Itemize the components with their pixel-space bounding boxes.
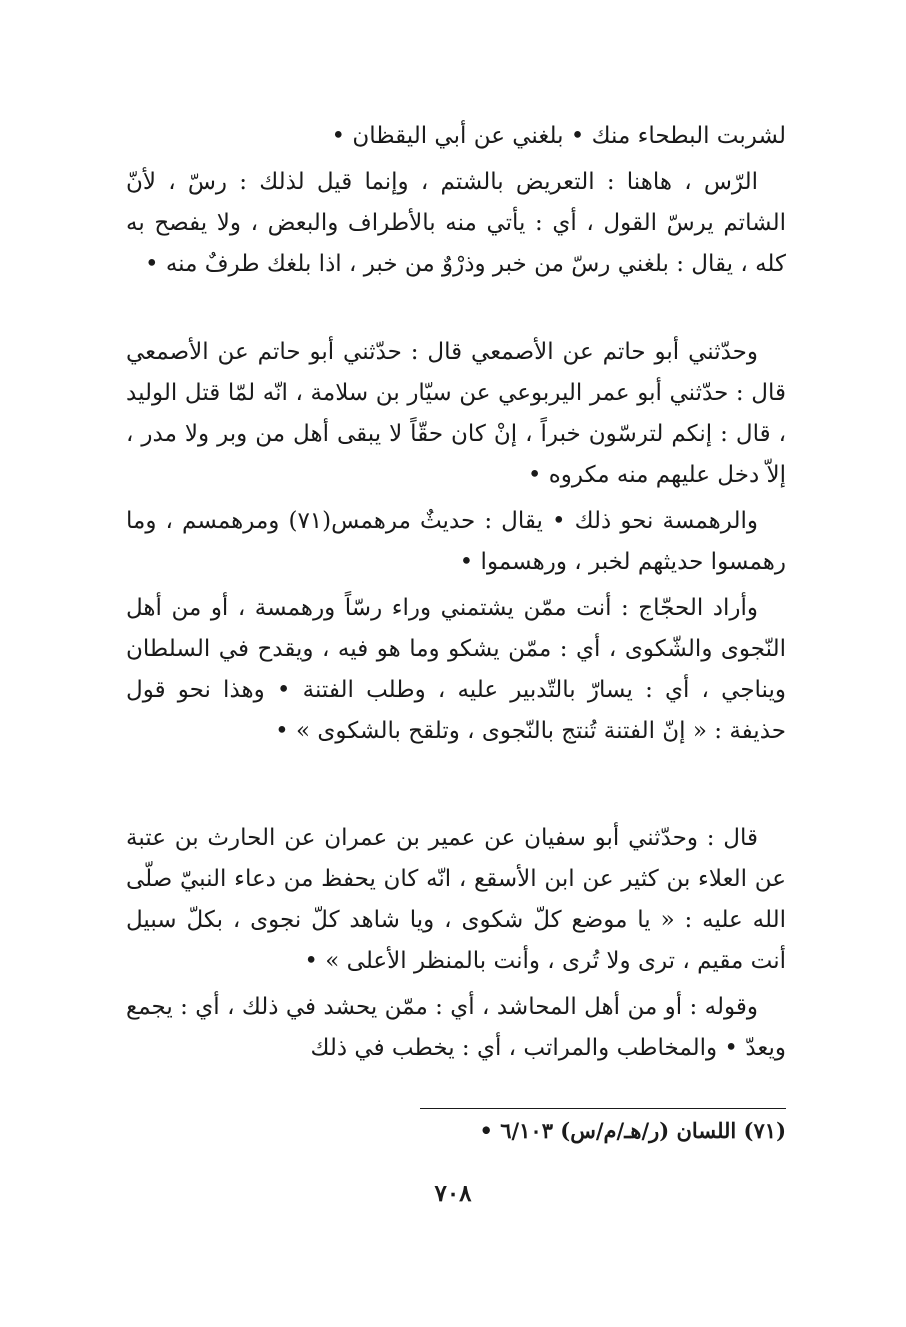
text-section-1 (126, 116, 786, 290)
text-section-2 (126, 332, 786, 757)
text-section-3 (126, 818, 786, 1074)
footnote: (٧١) اللسان (ر/هـ/م/س) ٦/١٠٣ • (479, 1118, 786, 1143)
footnote-divider (420, 1108, 786, 1109)
paragraph: وقوله : أو من أهل المحاشد ، أي : ممّن يحشد في ذلك ، أي : يجمع ويعدّ • والمخاطب والمراتب ، أي : يخطب في ذلك (126, 994, 786, 1061)
paragraph: وأراد الحجّاج : أنت ممّن يشتمني وراء رسّاً ورهمسة ، أو من أهل النّجوى والشّكوى ، أي : ممّن يشكو وما هو فيه ، ويقدح في السلطان ويناجي ، أي : يسارّ بالتّدبير عليه ، وطلب الفتنة • وهذا نحو قول حذيفة : « إنّ الفتنة تُنتج بالنّجوى ، وتلقح بالشكوى » • (126, 595, 786, 744)
page-number: ٧٠٨ (434, 1180, 472, 1207)
paragraph: والرهمسة نحو ذلك • يقال : حديثٌ مرهمس(٧١) ومرهمسم ، وما رهمسوا حديثهم لخبر ، ورهسموا • (126, 508, 786, 575)
paragraph: الرّس ، هاهنا : التعريض بالشتم ، وإنما قيل لذلك : رسّ ، لأنّ الشاتم يرسّ القول ، أي : يأتي منه بالأطراف والبعض ، ولا يفصح به كله ، يقال : بلغني رسّ من خبر وذرْوٌ من خبر ، اذا بلغك طرفٌ منه • (126, 169, 786, 277)
paragraph: قال : وحدّثني أبو سفيان عن عمير بن عمران عن الحارث بن عتبة عن العلاء بن كثير عن ابن الأسقع ، انّه كان يحفظ من دعاء النبيّ صلّى الله عليه : « يا موضع كلّ شكوى ، ويا شاهد كلّ نجوى ، بكلّ سبيل أنت مقيم ، ترى ولا تُرى ، وأنت بالمنظر الأعلى » • (126, 825, 786, 974)
paragraph: وحدّثني أبو حاتم عن الأصمعي قال : حدّثني أبو حاتم عن الأصمعي قال : حدّثني أبو عمر اليربوعي عن سيّار بن سلامة ، انّه لمّا قتل الوليد ، قال : إنكم لترسّون خبراً ، إنْ كان حقّاً لا يبقى أهل من وبر ولا مدر ، إلاّ دخل عليهم منه مكروه • (126, 339, 786, 488)
paragraph: لشربت البطحاء منك • بلغني عن أبي اليقظان • (331, 123, 786, 149)
